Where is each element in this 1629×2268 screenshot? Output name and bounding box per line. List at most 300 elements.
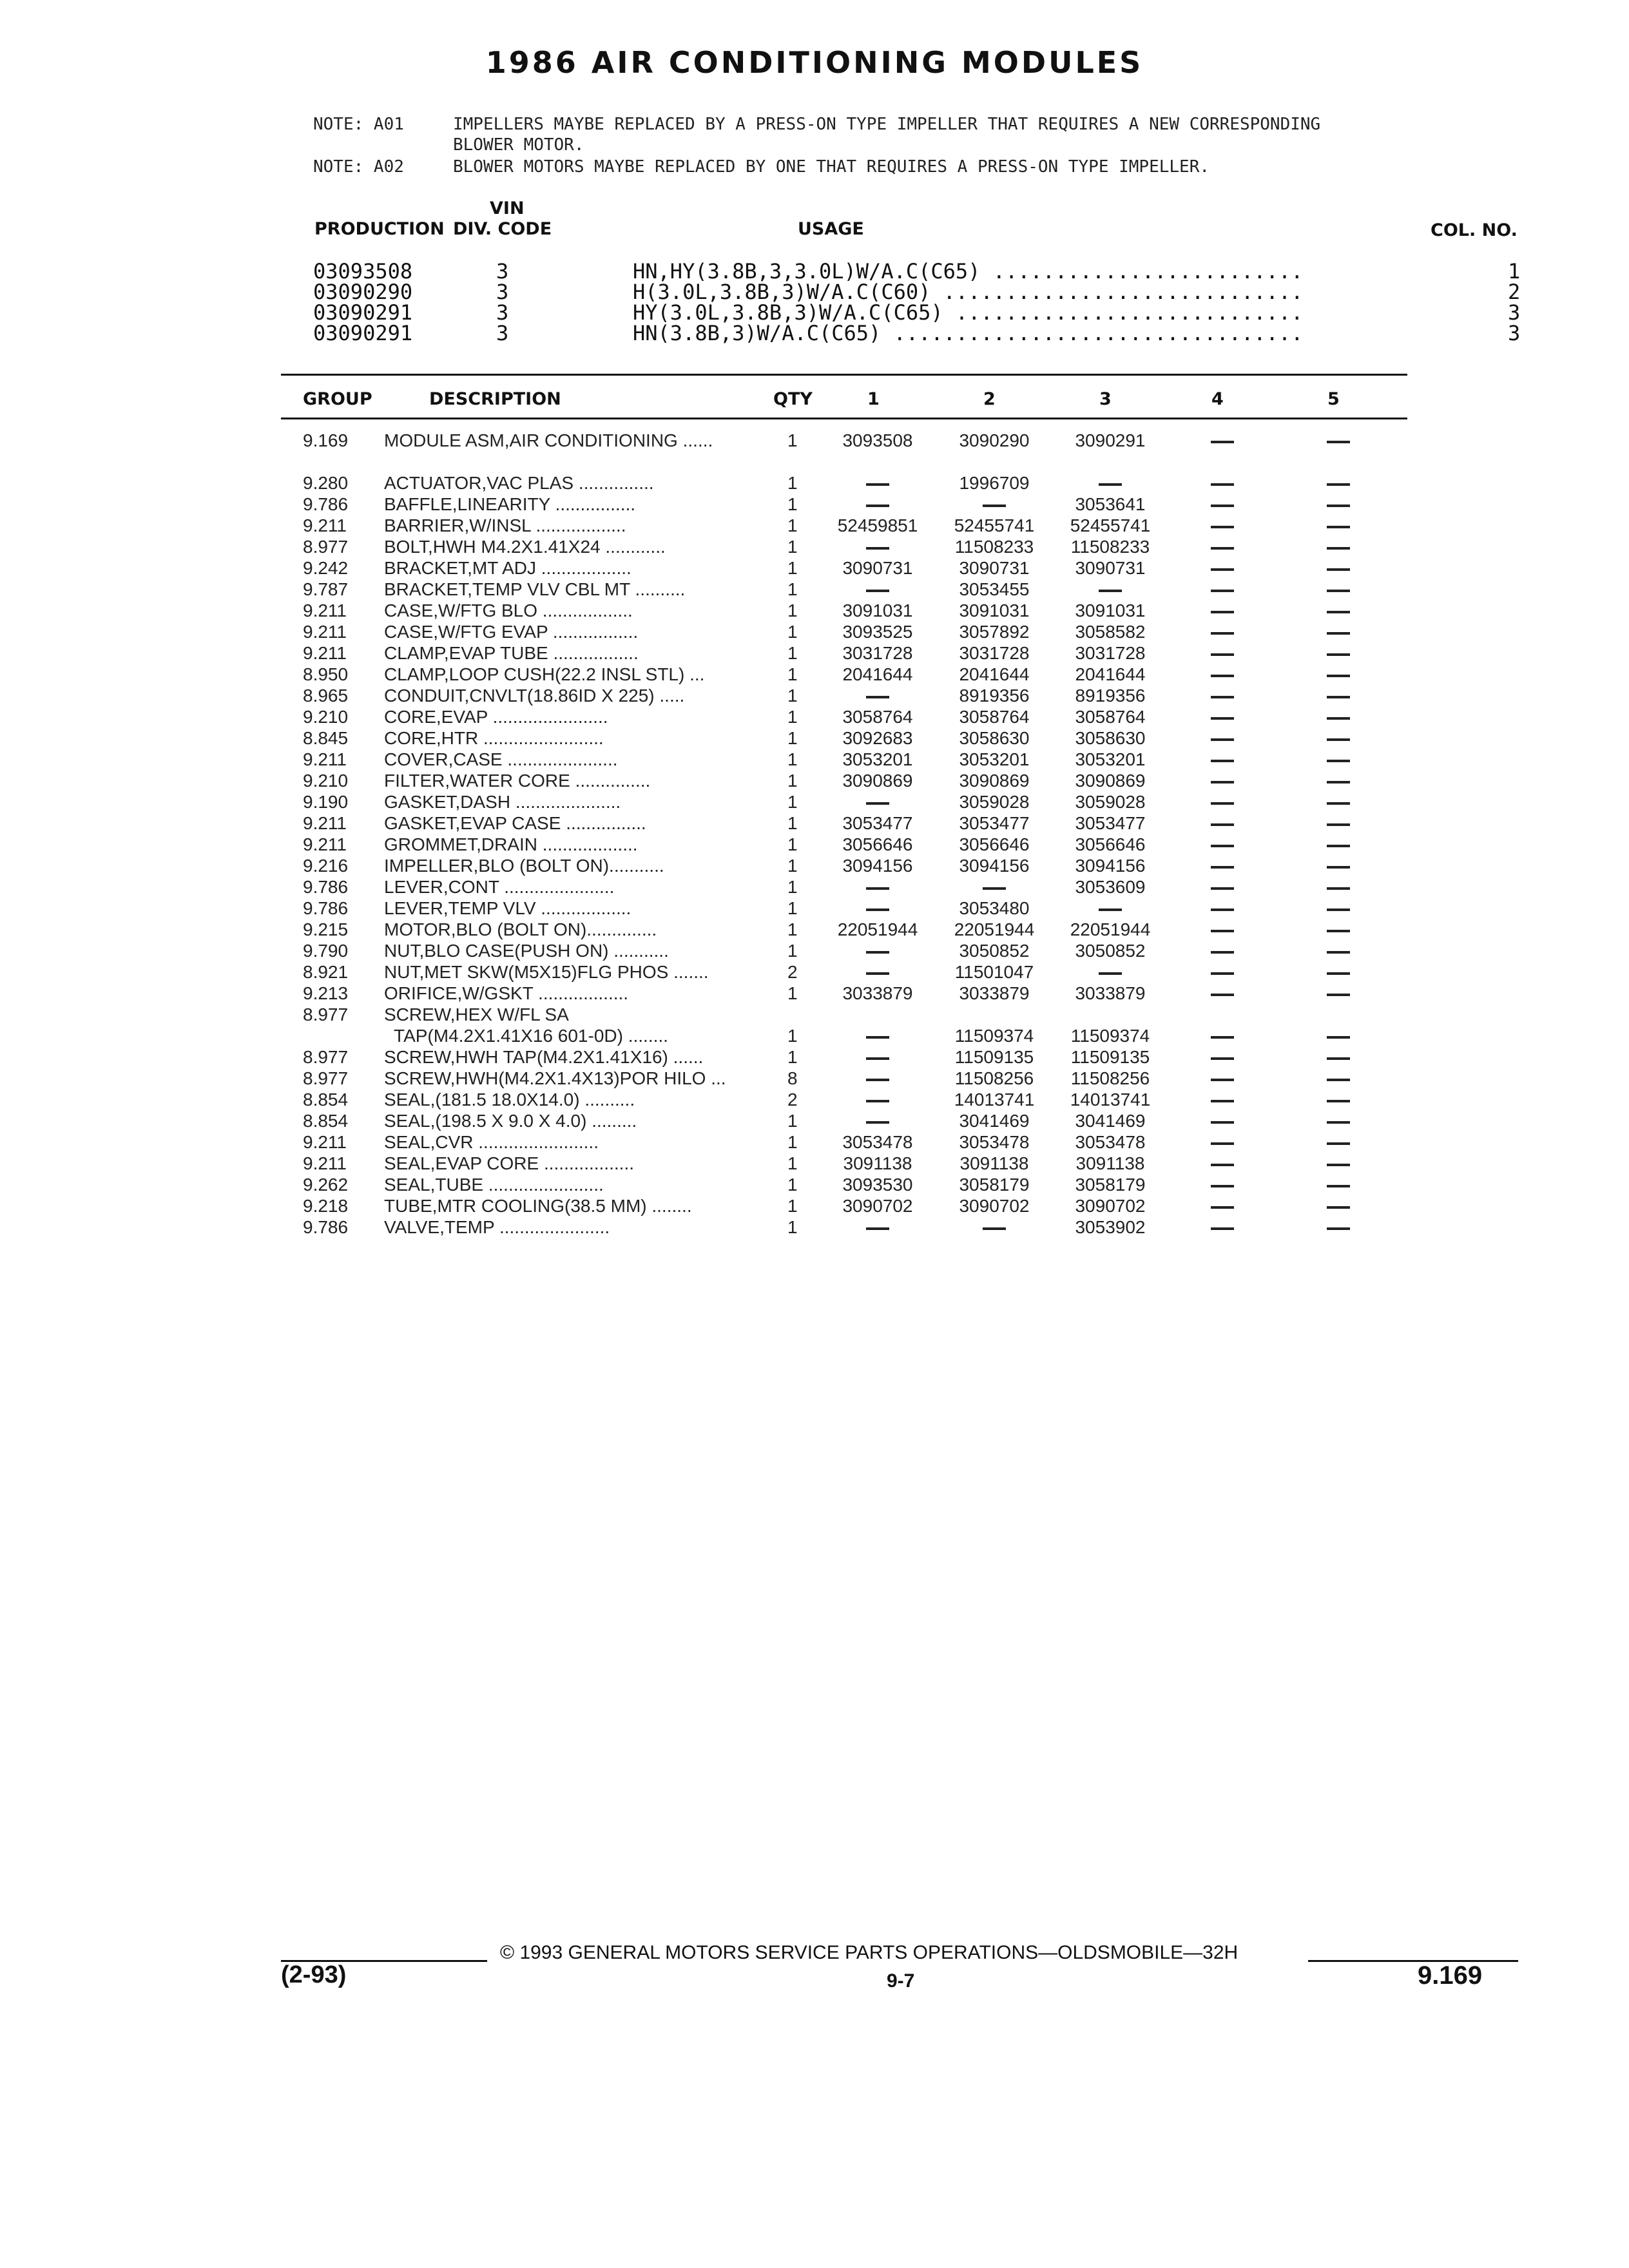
not-applicable-dash xyxy=(1164,1090,1280,1110)
part-number-c3: 3053478 xyxy=(1075,1132,1146,1152)
part-description: BRACKET,TEMP VLV CBL MT .......... xyxy=(384,579,686,599)
note-label: NOTE: A02 xyxy=(313,157,404,177)
dash-mark xyxy=(866,1100,889,1102)
not-applicable-dash xyxy=(1164,1026,1280,1046)
not-applicable-dash xyxy=(1164,1068,1280,1089)
part-number-c2: 11508233 xyxy=(954,537,1034,557)
part-number-c3: 52455741 xyxy=(1070,515,1151,535)
dash-mark xyxy=(866,1227,889,1230)
dash-mark xyxy=(866,1057,889,1060)
page-number: 9-7 xyxy=(887,1970,915,1992)
part-group: 9.211 xyxy=(303,643,347,663)
table-row xyxy=(0,1111,1629,1132)
not-applicable-dash xyxy=(1280,622,1396,642)
part-number-c2: 3058764 xyxy=(959,707,1030,727)
part-qty: 1 xyxy=(787,877,798,897)
dash-mark xyxy=(866,1121,889,1124)
part-number-c3: 3053609 xyxy=(1075,877,1146,897)
page-title: 1986 AIR CONDITIONING MODULES xyxy=(485,45,1144,80)
part-qty: 1 xyxy=(787,1217,798,1237)
part-number-c1: 3090731 xyxy=(842,558,913,578)
dash-mark xyxy=(1327,930,1350,932)
part-description: GROMMET,DRAIN ................... xyxy=(384,834,638,854)
part-number-c2: 3057892 xyxy=(959,622,1030,642)
part-number-c3: 3090731 xyxy=(1075,558,1146,578)
usage-header-label: USAGE xyxy=(798,219,864,239)
dash-mark xyxy=(1211,505,1234,507)
not-applicable-dash xyxy=(820,941,936,961)
part-qty: 1 xyxy=(787,1047,798,1067)
dash-mark xyxy=(1327,568,1350,571)
note-label: NOTE: A01 xyxy=(313,115,404,134)
table-row xyxy=(0,1175,1629,1196)
not-applicable-dash xyxy=(1280,558,1396,579)
dash-mark xyxy=(866,802,889,805)
footer-date: (2-93) xyxy=(281,1961,347,1988)
table-row xyxy=(0,494,1629,515)
not-applicable-dash xyxy=(1280,1196,1396,1216)
part-qty: 2 xyxy=(787,1090,798,1110)
not-applicable-dash xyxy=(1164,494,1280,515)
part-description: MODULE ASM,AIR CONDITIONING ...... xyxy=(384,430,713,450)
dash-mark xyxy=(1211,1121,1234,1124)
dash-mark xyxy=(1211,1100,1234,1102)
dash-mark xyxy=(866,547,889,550)
usage-production: 03093508 xyxy=(313,259,413,284)
dash-mark xyxy=(1211,972,1234,975)
table-row xyxy=(0,983,1629,1004)
not-applicable-dash xyxy=(820,962,936,983)
part-description: SEAL,TUBE ....................... xyxy=(384,1175,604,1195)
dash-mark xyxy=(1327,611,1350,613)
description-header: DESCRIPTION xyxy=(429,389,561,409)
dash-mark xyxy=(1327,1185,1350,1187)
part-number-c3: 3050852 xyxy=(1075,941,1146,961)
table-row xyxy=(0,813,1629,834)
not-applicable-dash xyxy=(1164,771,1280,791)
part-group: 9.210 xyxy=(303,707,349,727)
usage-div-code: 3 xyxy=(496,280,509,304)
not-applicable-dash xyxy=(1280,1026,1396,1046)
part-number-c3: 3058179 xyxy=(1075,1175,1146,1195)
not-applicable-dash xyxy=(1280,1111,1396,1131)
not-applicable-dash xyxy=(1164,1111,1280,1131)
part-number-c1: 3053478 xyxy=(842,1132,913,1152)
table-row xyxy=(0,1026,1629,1047)
not-applicable-dash xyxy=(1164,834,1280,855)
not-applicable-dash xyxy=(1280,792,1396,812)
dash-mark xyxy=(1211,1185,1234,1187)
part-qty: 1 xyxy=(787,898,798,918)
part-description: ACTUATOR,VAC PLAS ............... xyxy=(384,473,654,493)
table-row xyxy=(0,749,1629,771)
note-text: IMPELLERS MAYBE REPLACED BY A PRESS-ON TYPE IMPELLER THAT REQUIRES A NEW CORRESPONDING xyxy=(453,115,1321,134)
part-qty: 1 xyxy=(787,834,798,854)
not-applicable-dash xyxy=(1164,813,1280,834)
not-applicable-dash xyxy=(1280,537,1396,557)
part-number-c3: 3053641 xyxy=(1075,494,1146,514)
dash-mark xyxy=(1099,972,1122,975)
table-row xyxy=(0,1153,1629,1175)
dash-mark xyxy=(1211,738,1234,741)
part-qty: 1 xyxy=(787,1196,798,1216)
part-group: 9.216 xyxy=(303,856,349,876)
dash-mark xyxy=(866,483,889,486)
not-applicable-dash xyxy=(1164,537,1280,557)
not-applicable-dash xyxy=(1164,749,1280,770)
part-number-c2: 8919356 xyxy=(959,686,1030,706)
part-number-c2: 3053478 xyxy=(959,1132,1030,1152)
part-number-c2: 3031728 xyxy=(959,643,1030,663)
not-applicable-dash xyxy=(1280,941,1396,961)
dash-mark xyxy=(1327,483,1350,486)
dash-mark xyxy=(1327,653,1350,656)
part-description: CORE,EVAP ....................... xyxy=(384,707,608,727)
not-applicable-dash xyxy=(1052,962,1168,983)
table-row xyxy=(0,856,1629,877)
not-applicable-dash xyxy=(1164,898,1280,919)
part-qty: 2 xyxy=(787,962,798,982)
table-row xyxy=(0,919,1629,941)
dash-mark xyxy=(1327,972,1350,975)
col-no-header: COL. NO. xyxy=(1431,220,1518,240)
dash-mark xyxy=(1099,590,1122,592)
part-description: BAFFLE,LINEARITY ................ xyxy=(384,494,636,514)
dash-mark xyxy=(1211,675,1234,677)
part-group: 9.786 xyxy=(303,494,349,514)
part-description: LEVER,CONT ...................... xyxy=(384,877,615,897)
part-number-c3: 3090702 xyxy=(1075,1196,1146,1216)
part-group: 9.211 xyxy=(303,1132,347,1152)
table-row xyxy=(0,1196,1629,1217)
dash-mark xyxy=(866,972,889,975)
part-description: SCREW,HWH(M4.2X1.4X13)POR HILO ... xyxy=(384,1068,726,1088)
part-group: 8.854 xyxy=(303,1111,349,1131)
dash-mark xyxy=(1327,1036,1350,1039)
part-qty: 1 xyxy=(787,1111,798,1131)
dash-mark xyxy=(1327,717,1350,720)
not-applicable-dash xyxy=(1164,728,1280,749)
dash-mark xyxy=(1327,1079,1350,1081)
part-number-c1: 3031728 xyxy=(842,643,913,663)
dash-mark xyxy=(1211,632,1234,635)
part-number-c3: 3056646 xyxy=(1075,834,1146,854)
part-description: TUBE,MTR COOLING(38.5 MM) ........ xyxy=(384,1196,692,1216)
part-number-c2: 3058179 xyxy=(959,1175,1030,1195)
part-number-c2: 11501047 xyxy=(954,962,1034,982)
part-description: SEAL,CVR ........................ xyxy=(384,1132,599,1152)
part-number-c2: 3091138 xyxy=(959,1153,1029,1173)
part-description: NUT,MET SKW(M5X15)FLG PHOS ....... xyxy=(384,962,709,982)
part-description: BOLT,HWH M4.2X1.41X24 ............ xyxy=(384,537,666,557)
dash-mark xyxy=(1211,823,1234,826)
dash-mark xyxy=(1327,908,1350,911)
part-description: SEAL,(198.5 X 9.0 X 4.0) ......... xyxy=(384,1111,637,1131)
dash-mark xyxy=(1211,781,1234,783)
part-qty: 1 xyxy=(787,1175,798,1195)
dash-mark xyxy=(1327,1227,1350,1230)
part-description: COVER,CASE ...................... xyxy=(384,749,618,769)
table-row xyxy=(0,558,1629,579)
part-qty: 1 xyxy=(787,771,798,791)
part-number-c2: 52455741 xyxy=(954,515,1035,535)
part-number-c1: 22051944 xyxy=(837,919,918,939)
part-group: 9.790 xyxy=(303,941,349,961)
dash-mark xyxy=(1211,547,1234,550)
not-applicable-dash xyxy=(1280,962,1396,983)
part-group: 9.786 xyxy=(303,1217,349,1237)
table-row xyxy=(0,1090,1629,1111)
dash-mark xyxy=(1211,994,1234,996)
part-number-c2: 3053477 xyxy=(959,813,1030,833)
dash-mark xyxy=(1211,1036,1234,1039)
part-number-c2: 3058630 xyxy=(959,728,1030,748)
table-row xyxy=(0,643,1629,664)
part-group: 9.213 xyxy=(303,983,349,1003)
part-qty: 1 xyxy=(787,515,798,535)
not-applicable-dash xyxy=(1164,643,1280,664)
part-qty: 1 xyxy=(787,749,798,769)
dash-mark xyxy=(1211,590,1234,592)
dash-mark xyxy=(1211,717,1234,720)
part-number-c2: 11508256 xyxy=(954,1068,1034,1088)
part-description: CLAMP,EVAP TUBE ................. xyxy=(384,643,639,663)
dash-mark xyxy=(983,1227,1006,1230)
dash-mark xyxy=(1211,696,1234,698)
part-number-c2: 3053455 xyxy=(959,579,1030,599)
table-row xyxy=(0,473,1629,494)
usage-production: 03090291 xyxy=(313,321,413,345)
not-applicable-dash xyxy=(820,537,936,557)
dash-mark xyxy=(1327,738,1350,741)
not-applicable-dash xyxy=(820,1047,936,1068)
table-row xyxy=(0,1004,1629,1026)
qty-header: QTY xyxy=(773,389,813,409)
dash-mark xyxy=(1327,547,1350,550)
part-number-c2: 3059028 xyxy=(959,792,1030,812)
part-description: CORE,HTR ........................ xyxy=(384,728,604,748)
part-description: SCREW,HEX W/FL SA xyxy=(384,1004,569,1024)
part-group: 8.965 xyxy=(303,686,349,706)
part-number-c1: 3093525 xyxy=(842,622,913,642)
not-applicable-dash xyxy=(820,1111,936,1131)
usage-col-no: 3 xyxy=(1508,321,1521,345)
not-applicable-dash xyxy=(1280,1153,1396,1174)
part-description: LEVER,TEMP VLV .................. xyxy=(384,898,631,918)
not-applicable-dash xyxy=(936,877,1052,898)
usage-description: HY(3.0L,3.8B,3)W/A.C(C65) ............................ xyxy=(633,300,1304,325)
dash-mark xyxy=(1327,802,1350,805)
dash-mark xyxy=(1211,1227,1234,1230)
not-applicable-dash xyxy=(1164,792,1280,812)
not-applicable-dash xyxy=(1164,601,1280,621)
not-applicable-dash xyxy=(1280,834,1396,855)
dash-mark xyxy=(1327,505,1350,507)
part-group: 9.211 xyxy=(303,749,347,769)
part-qty: 1 xyxy=(787,664,798,684)
part-group: 9.280 xyxy=(303,473,349,493)
not-applicable-dash xyxy=(1164,1153,1280,1174)
part-number-c3: 3091031 xyxy=(1075,601,1146,620)
not-applicable-dash xyxy=(1280,1090,1396,1110)
part-number-c3: 2041644 xyxy=(1075,664,1146,684)
not-applicable-dash xyxy=(820,579,936,600)
part-number-c3: 14013741 xyxy=(1070,1090,1151,1110)
part-description: TAP(M4.2X1.41X16 601-0D) ........ xyxy=(384,1026,668,1046)
part-number-c3: 3041469 xyxy=(1075,1111,1146,1131)
part-qty: 1 xyxy=(787,537,798,557)
dash-mark xyxy=(1211,1142,1234,1145)
part-description: CONDUIT,CNVLT(18.86ID X 225) ..... xyxy=(384,686,685,706)
part-number-c2: 1996709 xyxy=(959,473,1030,493)
part-qty: 1 xyxy=(787,1153,798,1173)
part-qty: 1 xyxy=(787,856,798,876)
part-group: 9.218 xyxy=(303,1196,349,1216)
part-number-c1: 3053477 xyxy=(842,813,913,833)
part-qty: 1 xyxy=(787,643,798,663)
dash-mark xyxy=(1327,845,1350,847)
part-description: VALVE,TEMP ...................... xyxy=(384,1217,610,1237)
part-number-c3: 11508233 xyxy=(1070,537,1150,557)
dash-mark xyxy=(1211,568,1234,571)
col5-header: 5 xyxy=(1327,389,1340,409)
dash-mark xyxy=(1211,611,1234,613)
dash-mark xyxy=(866,887,889,890)
dash-mark xyxy=(1327,823,1350,826)
part-group: 9.211 xyxy=(303,622,347,642)
part-number-c3: 3059028 xyxy=(1075,792,1146,812)
part-number-c2: 11509374 xyxy=(954,1026,1034,1046)
not-applicable-dash xyxy=(1280,494,1396,515)
not-applicable-dash xyxy=(820,473,936,494)
part-number-c3: 3058630 xyxy=(1075,728,1146,748)
part-description: ORIFICE,W/GSKT .................. xyxy=(384,983,629,1003)
part-group: 9.211 xyxy=(303,601,347,620)
section-number: 9.169 xyxy=(1418,1961,1483,1990)
not-applicable-dash xyxy=(1280,579,1396,600)
part-number-c1: 3090869 xyxy=(842,771,913,791)
table-row xyxy=(0,962,1629,983)
part-number-c1: 3090702 xyxy=(842,1196,913,1216)
table-row xyxy=(0,707,1629,728)
not-applicable-dash xyxy=(1052,473,1168,494)
part-group: 9.786 xyxy=(303,877,349,897)
dash-mark xyxy=(1211,866,1234,869)
part-qty: 1 xyxy=(787,983,798,1003)
part-description: SEAL,EVAP CORE .................. xyxy=(384,1153,634,1173)
not-applicable-dash xyxy=(1280,856,1396,876)
part-group: 8.977 xyxy=(303,1068,349,1088)
part-number-c2: 3091031 xyxy=(959,601,1030,620)
production-header: PRODUCTION xyxy=(314,219,445,239)
not-applicable-dash xyxy=(1052,579,1168,600)
dash-mark xyxy=(1211,526,1234,528)
part-group: 8.854 xyxy=(303,1090,349,1110)
not-applicable-dash xyxy=(1164,919,1280,940)
part-number-c3: 3033879 xyxy=(1075,983,1146,1003)
dash-mark xyxy=(1211,908,1234,911)
dash-mark xyxy=(1327,632,1350,635)
part-number-c2: 3056646 xyxy=(959,834,1030,854)
part-number-c1: 3093530 xyxy=(842,1175,913,1195)
table-row xyxy=(0,579,1629,601)
part-description: GASKET,EVAP CASE ................ xyxy=(384,813,646,833)
part-qty: 1 xyxy=(787,919,798,939)
part-group: 8.977 xyxy=(303,1004,349,1024)
part-group: 8.950 xyxy=(303,664,349,684)
not-applicable-dash xyxy=(1164,707,1280,727)
dash-mark xyxy=(1327,1142,1350,1145)
dash-mark xyxy=(1327,1100,1350,1102)
table-row xyxy=(0,622,1629,643)
part-qty: 1 xyxy=(787,473,798,493)
dash-mark xyxy=(866,590,889,592)
dash-mark xyxy=(983,505,1006,507)
part-group: 9.211 xyxy=(303,834,347,854)
not-applicable-dash xyxy=(1164,877,1280,898)
part-number-c2: 22051944 xyxy=(954,919,1035,939)
part-number-c1: 52459851 xyxy=(837,515,918,535)
part-number-c3: 3094156 xyxy=(1075,856,1146,876)
dash-mark xyxy=(1327,994,1350,996)
usage-description: H(3.0L,3.8B,3)W/A.C(C60) ............................. xyxy=(633,280,1304,304)
table-row xyxy=(0,771,1629,792)
dash-mark xyxy=(1327,1206,1350,1209)
not-applicable-dash xyxy=(820,898,936,919)
dash-mark xyxy=(1211,653,1234,656)
part-description: CASE,W/FTG EVAP ................. xyxy=(384,622,639,642)
not-applicable-dash xyxy=(1280,898,1396,919)
not-applicable-dash xyxy=(1164,1175,1280,1195)
not-applicable-dash xyxy=(1164,515,1280,536)
dash-mark xyxy=(1211,760,1234,762)
usage-description: HN,HY(3.8B,3,3.0L)W/A.C(C65) ......................... xyxy=(633,259,1304,284)
part-qty: 1 xyxy=(787,430,798,450)
note-text: BLOWER MOTORS MAYBE REPLACED BY ONE THAT REQUIRES A PRESS-ON TYPE IMPELLER. xyxy=(453,157,1210,177)
not-applicable-dash xyxy=(820,1068,936,1089)
part-number-c3: 3058582 xyxy=(1075,622,1146,642)
not-applicable-dash xyxy=(1280,686,1396,706)
part-number-c3: 11509135 xyxy=(1070,1047,1150,1067)
not-applicable-dash xyxy=(1164,558,1280,579)
part-group: 9.242 xyxy=(303,558,349,578)
dash-mark xyxy=(1327,1057,1350,1060)
not-applicable-dash xyxy=(1280,1047,1396,1068)
col3-header: 3 xyxy=(1099,389,1112,409)
part-number-c1: 3092683 xyxy=(842,728,913,748)
part-group: 8.977 xyxy=(303,1047,349,1067)
part-number-c1: 3058764 xyxy=(842,707,913,727)
part-group: 9.211 xyxy=(303,1153,347,1173)
part-group: 9.190 xyxy=(303,792,349,812)
dash-mark xyxy=(1211,1206,1234,1209)
part-number-c1: 3033879 xyxy=(842,983,913,1003)
part-number-c3: 3058764 xyxy=(1075,707,1146,727)
part-number-c1: 3091138 xyxy=(843,1153,912,1173)
not-applicable-dash xyxy=(1164,856,1280,876)
usage-production: 03090291 xyxy=(313,300,413,325)
not-applicable-dash xyxy=(1164,1047,1280,1068)
part-number-c3: 11509374 xyxy=(1070,1026,1150,1046)
table-row xyxy=(0,1068,1629,1090)
dash-mark xyxy=(1327,866,1350,869)
not-applicable-dash xyxy=(1164,941,1280,961)
not-applicable-dash xyxy=(1280,983,1396,1004)
part-number-c2: 3090702 xyxy=(959,1196,1030,1216)
not-applicable-dash xyxy=(1280,430,1396,451)
part-number-c3: 22051944 xyxy=(1070,919,1151,939)
part-number-c1: 3093508 xyxy=(842,430,913,450)
